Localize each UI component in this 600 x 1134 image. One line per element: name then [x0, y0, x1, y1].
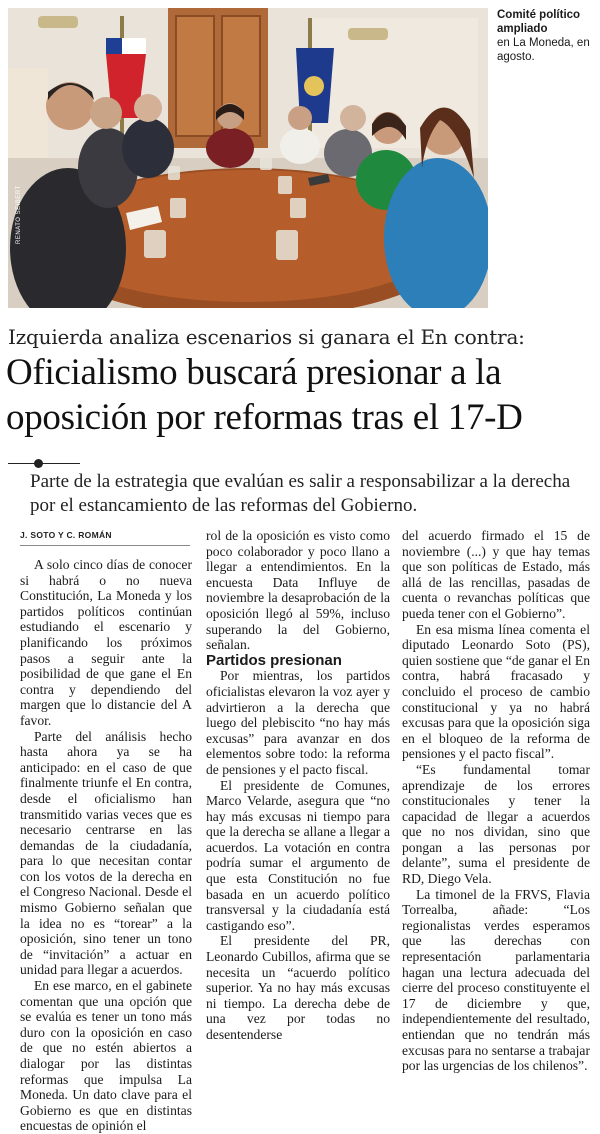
paragraph: En esa misma línea comenta el diputado Leonardo Soto (PS), quien sostiene que “de ganar el En contra, habrá fracasado y concluido el proceso de cambio constitucional y ya no habrá excusas para que la oposición siga en el bloqueo de la reforma de pensiones y el pacto fiscal”. — [402, 621, 590, 762]
article-headline: Oficialismo buscará presionar a la oposición por reformas tras el 17-D — [6, 352, 523, 438]
paragraph: Por mientras, los partidos oficialistas elevaron la voz ayer y advirtieron a la derecha que luego del plebiscito “no hay más excusas” para avanzar en dos elementos sobre todo: la reforma de pensiones y el pacto fiscal. — [206, 668, 390, 777]
paragraph: del acuerdo firmado el 15 de noviembre (...) y que hay temas que son políticas de Estado, más allá de las rencillas, pasadas de cuenta o revanchas políticas que pueda tener con el Gobierno”. — [402, 528, 590, 621]
news-photo — [8, 8, 488, 308]
byline-rule — [20, 545, 190, 546]
paragraph: “Es fundamental tomar aprendizaje de los errores constitucionales y tener la capacidad de llegar a acuerdos que no nos dividan, sino que pongan a las personas por delante”, suma el presidente de RD, Diego Vela. — [402, 761, 590, 887]
article-column-3 — [402, 528, 590, 1074]
paragraph: En ese marco, en el gabinete comentan que una opción que se evalúa es tener un tono más duro con la oposición en caso de que no estén abiertos a dialogar por las distintas reformas que impulsa La Moneda. Un dato clave para el Gobierno es que en distintas encuestas de opinión el — [20, 978, 192, 1134]
photo-caption — [497, 8, 595, 64]
article-byline: J. SOTO Y C. ROMÁN — [20, 530, 112, 540]
section-subhead: Partidos presionan — [206, 651, 342, 669]
article-column-1 — [20, 557, 192, 1134]
article-column-2 — [206, 528, 390, 1043]
caption-text: en La Moneda, en agosto. — [497, 37, 590, 63]
paragraph: El presidente de Comunes, Marco Velarde, asegura que “no hay más excusas ni tiempo para que la derecha se allane a llegar a acuerdos. La votación en contra podría sumar el argumento de que esta Constitución no fue basada en un acuerdo político transversal y la ciudadanía está castigando eso”. — [206, 777, 390, 933]
paragraph: Parte del análisis hecho hasta ahora ya se ha anticipado: en el caso de que finalmente triunfe el En contra, desde el oficialismo han transmitido varias veces que es necesario centrarse en las demandas de la ciudadanía, para lo que necesitan contar con los votos de la derecha en el Congreso Nacional. Desde el mismo Gobierno señalan que la idea no es “torear” a la oposición, sino tener un tono de “invitación” a actuar en unidad para llegar a acuerdos. — [20, 728, 192, 978]
caption-bold: Comité político ampliado — [497, 9, 581, 35]
deck-divider — [8, 463, 80, 464]
paragraph: A solo cinco días de conocer si habrá o no nueva Constitución, La Moneda y los partidos políticos continúan estudiando el escenario y planificando los próximos pasos a seguir ante la posibilidad de que gane el En contra y dependiendo del margen que lo distancie del A favor. — [20, 557, 192, 728]
meeting-illustration — [8, 8, 488, 308]
paragraph: El presidente del PR, Leonardo Cubillos, afirma que se necesita un “acuerdo político superior. Ya no hay más excusas ni tiempo. La derecha debe de una vez por todas no desentenderse — [206, 933, 390, 1042]
deck-bullet — [34, 459, 43, 468]
paragraph: La timonel de la FRVS, Flavia Torrealba, añade: “Los regionalistas verdes esperamos que las derechas con representación parlamentaria hagan una lectura adecuada del cierre del proceso constituyente el 17 de diciembre y que, independientemente del resultado, entiendan que no tendrán más excusas para no sentarse a trabajar por las urgencias de los chilenos”. — [402, 886, 590, 1074]
paragraph: rol de la oposición es visto como poco colaborador y poco llano a llegar a entendimientos. En la encuesta Data Influye de noviembre la desaprobación de la oposición llegó al 59%, incluso superando la del Gobierno, señalan. — [206, 528, 390, 653]
article-deck: Parte de la estrategia que evalúan es salir a responsabilizar a la derecha por el estancamiento de las reformas del Gobierno. — [30, 471, 571, 516]
article-kicker: Izquierda analiza escenarios si ganara el En contra: — [8, 325, 525, 349]
photo-credit: RENATO SEIBERT — [16, 185, 22, 244]
